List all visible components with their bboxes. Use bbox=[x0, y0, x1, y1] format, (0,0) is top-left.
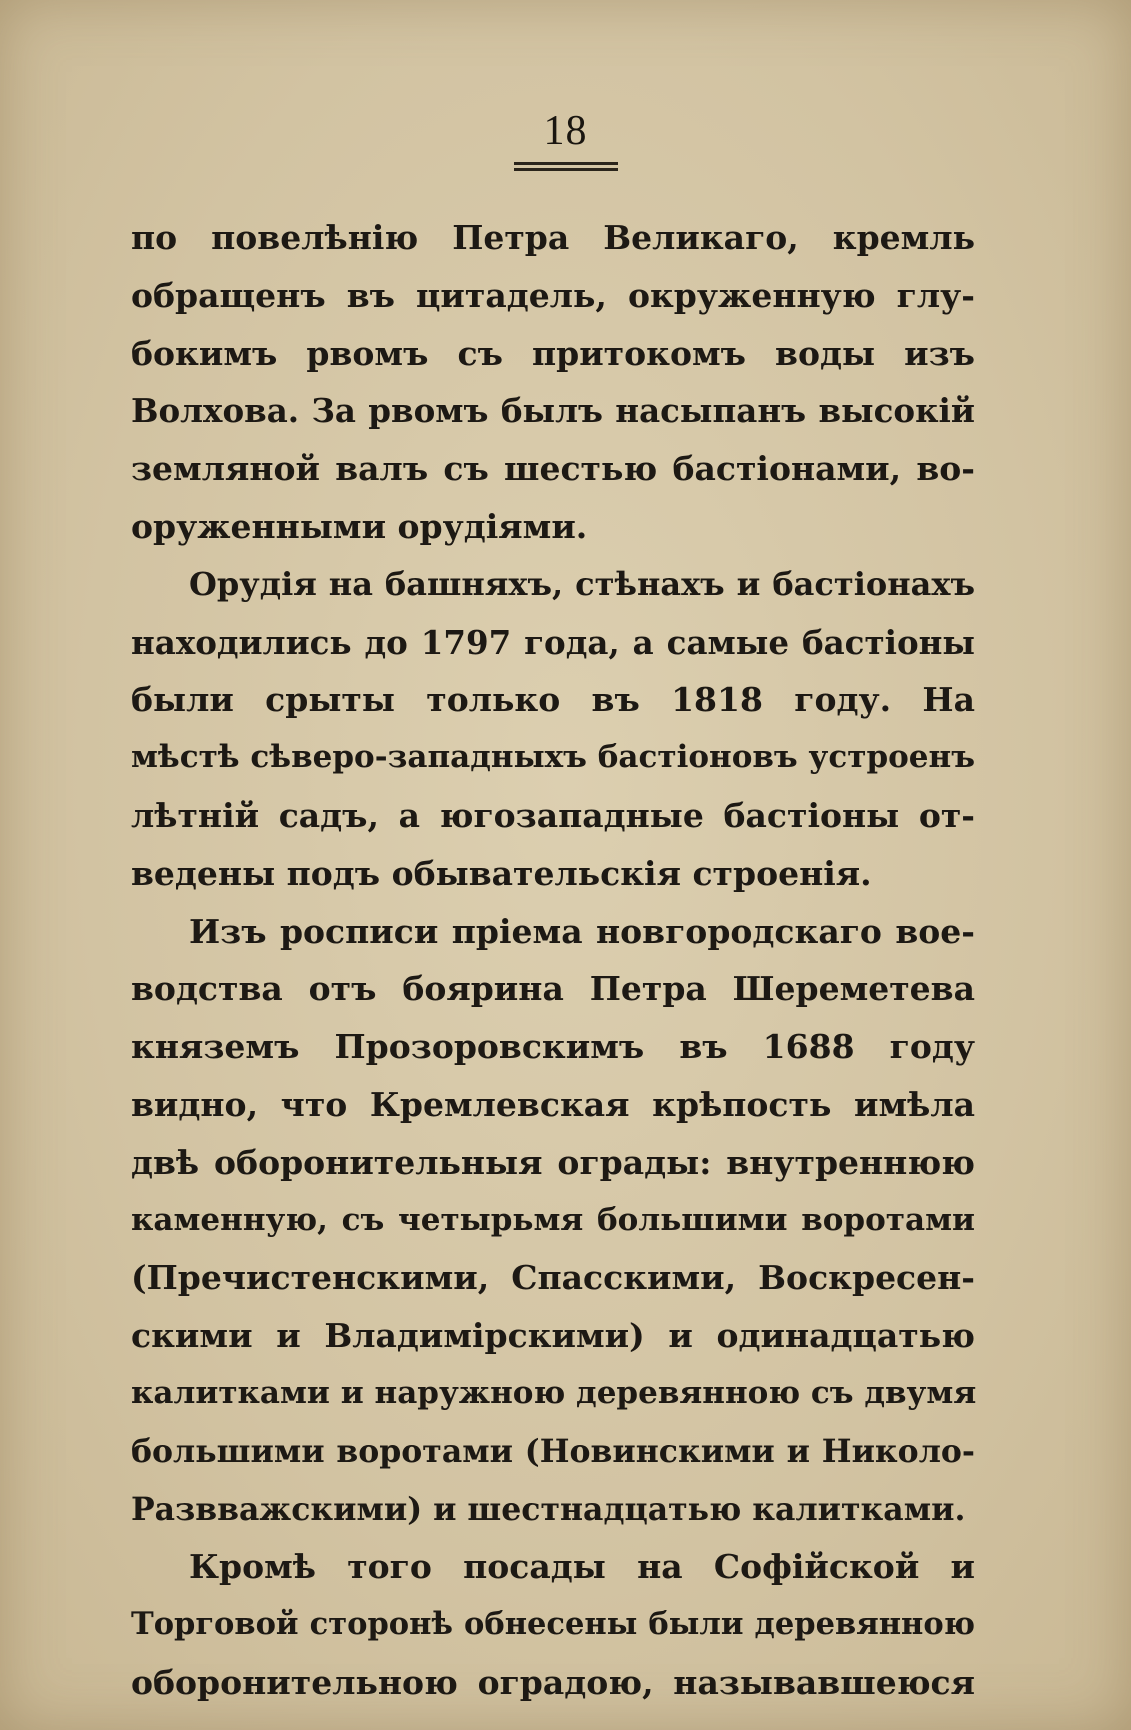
text-line: Развважскими) и шестнадцатью калитками. bbox=[131, 1490, 966, 1528]
text-line: большими воротами (Новинскими и Николо- bbox=[131, 1432, 975, 1470]
text-line: калитками и наружною деревянною съ двумя bbox=[131, 1374, 977, 1411]
double-rule-divider bbox=[514, 162, 618, 171]
text-line: видно, что Кремлевская крѣпость имѣла bbox=[131, 1084, 975, 1124]
text-line: двѣ оборонительныя ограды: внутреннюю bbox=[131, 1142, 975, 1182]
paragraph-4 bbox=[131, 1538, 975, 1711]
text-line: ведены подъ обывательскія строенія. bbox=[131, 853, 872, 893]
text-line: были срыты только въ 1818 году. На bbox=[131, 680, 975, 720]
text-line: княземъ Прозоровскимъ въ 1688 году bbox=[131, 1027, 975, 1067]
text-line: по повелѣнію Петра Великаго, кремль bbox=[131, 218, 975, 257]
text-line: лѣтній садъ, а югозападные бастіоны от- bbox=[131, 795, 975, 835]
text-line: оборонительною оградою, называвшеюся bbox=[131, 1662, 975, 1702]
page-header bbox=[0, 108, 1131, 171]
body-text bbox=[131, 209, 975, 1712]
text-line: Волхова. За рвомъ былъ насыпанъ высокій bbox=[131, 391, 975, 431]
text-line: водства отъ боярина Петра Шереметева bbox=[131, 969, 975, 1009]
text-line: Изъ росписи пріема новгородскаго вое- bbox=[189, 911, 975, 951]
text-line: земляной валъ съ шестью бастіонами, во- bbox=[131, 449, 975, 489]
text-line: (Пречистенскими, Спасскими, Воскресен- bbox=[131, 1258, 975, 1298]
text-line: скими и Владимірскими) и одинадцатью bbox=[131, 1316, 975, 1356]
text-line: оруженными орудіями. bbox=[131, 506, 588, 546]
text-line: бокимъ рвомъ съ притокомъ воды изъ bbox=[131, 333, 975, 373]
paragraph-3 bbox=[131, 903, 975, 1539]
text-line: Кромѣ того посады на Софійской и bbox=[189, 1547, 975, 1587]
paragraph-2 bbox=[131, 556, 975, 903]
page-number: 18 bbox=[543, 108, 588, 154]
text-line: мѣстѣ сѣверо-западныхъ бастіоновъ устроенъ bbox=[131, 739, 975, 776]
paragraph-1 bbox=[131, 209, 975, 556]
text-line: обращенъ въ цитадель, окруженную глу- bbox=[131, 275, 975, 315]
text-line: Торговой сторонѣ обнесены были деревянною bbox=[131, 1606, 975, 1643]
text-line: Орудія на башняхъ, стѣнахъ и бастіонахъ bbox=[189, 564, 975, 603]
text-line: каменную, съ четырьмя большими воротами bbox=[131, 1201, 975, 1238]
text-line: находились до 1797 года, а самые бастіоны bbox=[131, 622, 975, 662]
